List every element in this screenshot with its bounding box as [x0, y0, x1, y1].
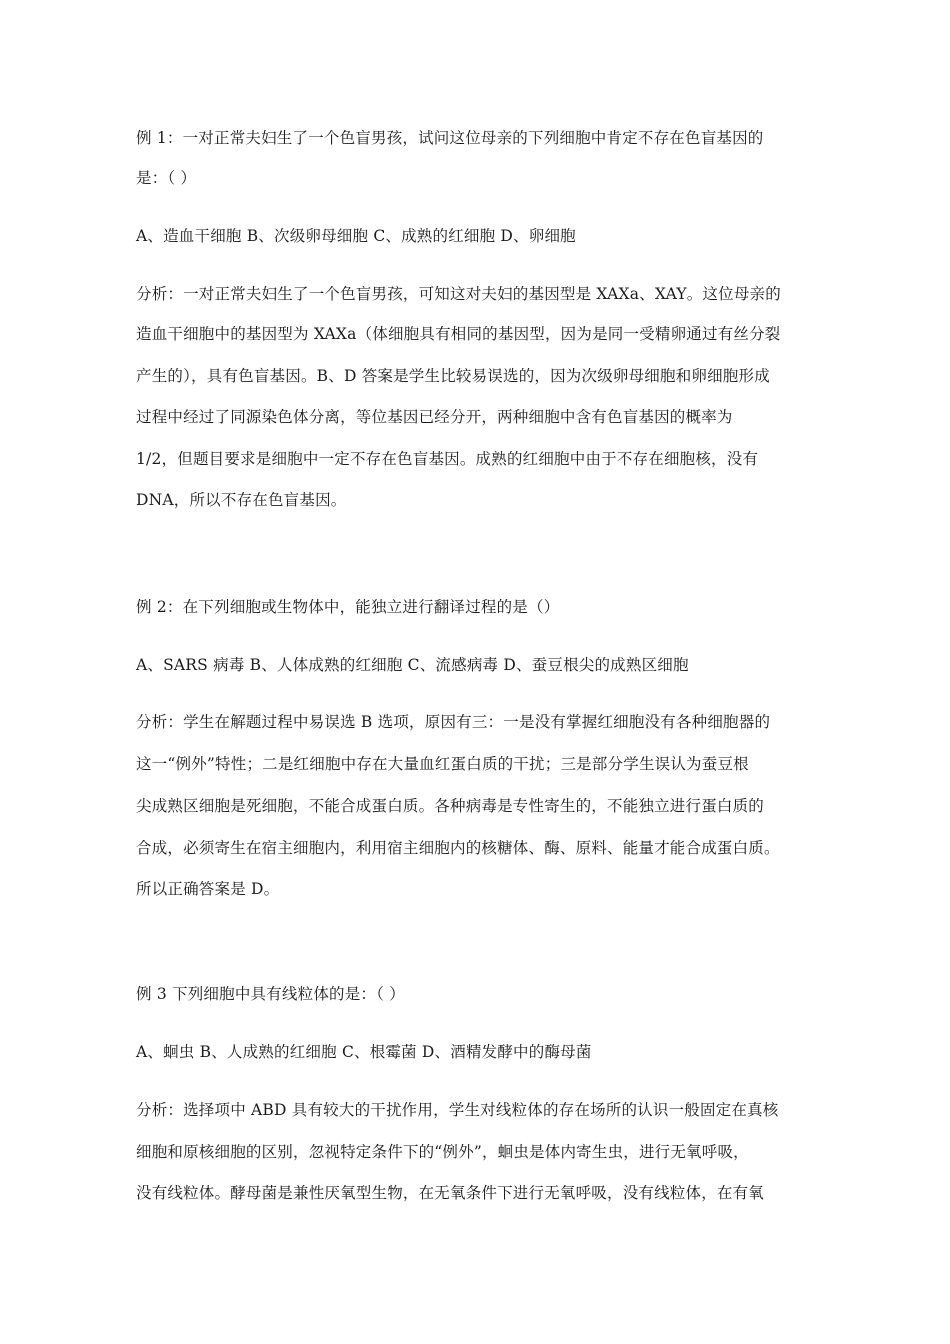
example3-analysis-line-2: 细胞和原核细胞的区别，忽视特定条件下的“例外”，蛔虫是体内寄生虫，进行无氧呼吸， [136, 1143, 749, 1161]
example3-analysis-line-3: 没有线粒体。酵母菌是兼性厌氧型生物，在无氧条件下进行无氧呼吸，没有线粒体，在有氧 [136, 1184, 765, 1202]
example1-options: A、造血干细胞 B、次级卵母细胞 C、成熟的红细胞 D、卵细胞 [136, 227, 576, 245]
example2-analysis-line-1: 分析：学生在解题过程中易误选 B 选项，原因有三：一是没有掌握红细胞没有各种细胞器的 [136, 713, 771, 731]
example3-question: 例 3 下列细胞中具有线粒体的是：（ ） [136, 985, 405, 1003]
example1-analysis-line-2: 造血干细胞中的基因型为 XAXa（体细胞具有相同的基因型，因为是同一受精卵通过有丝分裂 [136, 325, 781, 343]
example3-analysis-line-1: 分析：选择项中 ABD 具有较大的干扰作用，学生对线粒体的存在场所的认识一般固定在真核 [136, 1101, 779, 1119]
example1-question-line-1: 例 1：一对正常夫妇生了一个色盲男孩，试问这位母亲的下列细胞中肯定不存在色盲基因的 [136, 129, 764, 147]
example1-analysis-line-3: 产生的），具有色盲基因。B、D 答案是学生比较易误选的，因为次级卵母细胞和卵细胞形成 [136, 367, 770, 385]
example2-analysis-line-3: 尖成熟区细胞是死细胞，不能合成蛋白质。各种病毒是专性寄生的，不能独立进行蛋白质的 [136, 797, 765, 815]
example1-question-line-2: 是：（ ） [136, 169, 197, 187]
example2-analysis-line-4: 合成，必须寄生在宿主细胞内，利用宿主细胞内的核糖体、酶、原料、能量才能合成蛋白质。 [136, 839, 780, 857]
example3-options: A、蛔虫 B、人成熟的红细胞 C、根霉菌 D、酒精发酵中的酶母菌 [136, 1043, 592, 1061]
example1-analysis-line-1: 分析：一对正常夫妇生了一个色盲男孩，可知这对夫妇的基因型是 XAXa、XAY。这位母亲的 [136, 285, 781, 303]
example2-analysis-line-2: 这一“例外”特性；二是红细胞中存在大量血红蛋白质的干扰；三是部分学生误认为蚕豆根 [136, 755, 749, 773]
example1-analysis-line-5: 1/2，但题目要求是细胞中一定不存在色盲基因。成熟的红细胞中由于不存在细胞核，没有 [136, 450, 759, 468]
example2-analysis-line-5: 所以正确答案是 D。 [136, 880, 280, 898]
example1-analysis-line-4: 过程中经过了同源染色体分离，等位基因已经分开，两种细胞中含有色盲基因的概率为 [136, 408, 733, 426]
example1-analysis-line-6: DNA，所以不存在色盲基因。 [136, 491, 347, 509]
example2-options: A、SARS 病毒 B、人体成熟的红细胞 C、流感病毒 D、蚕豆根尖的成熟区细胞 [136, 656, 689, 674]
example2-question: 例 2：在下列细胞或生物体中，能独立进行翻译过程的是（） [136, 598, 560, 616]
